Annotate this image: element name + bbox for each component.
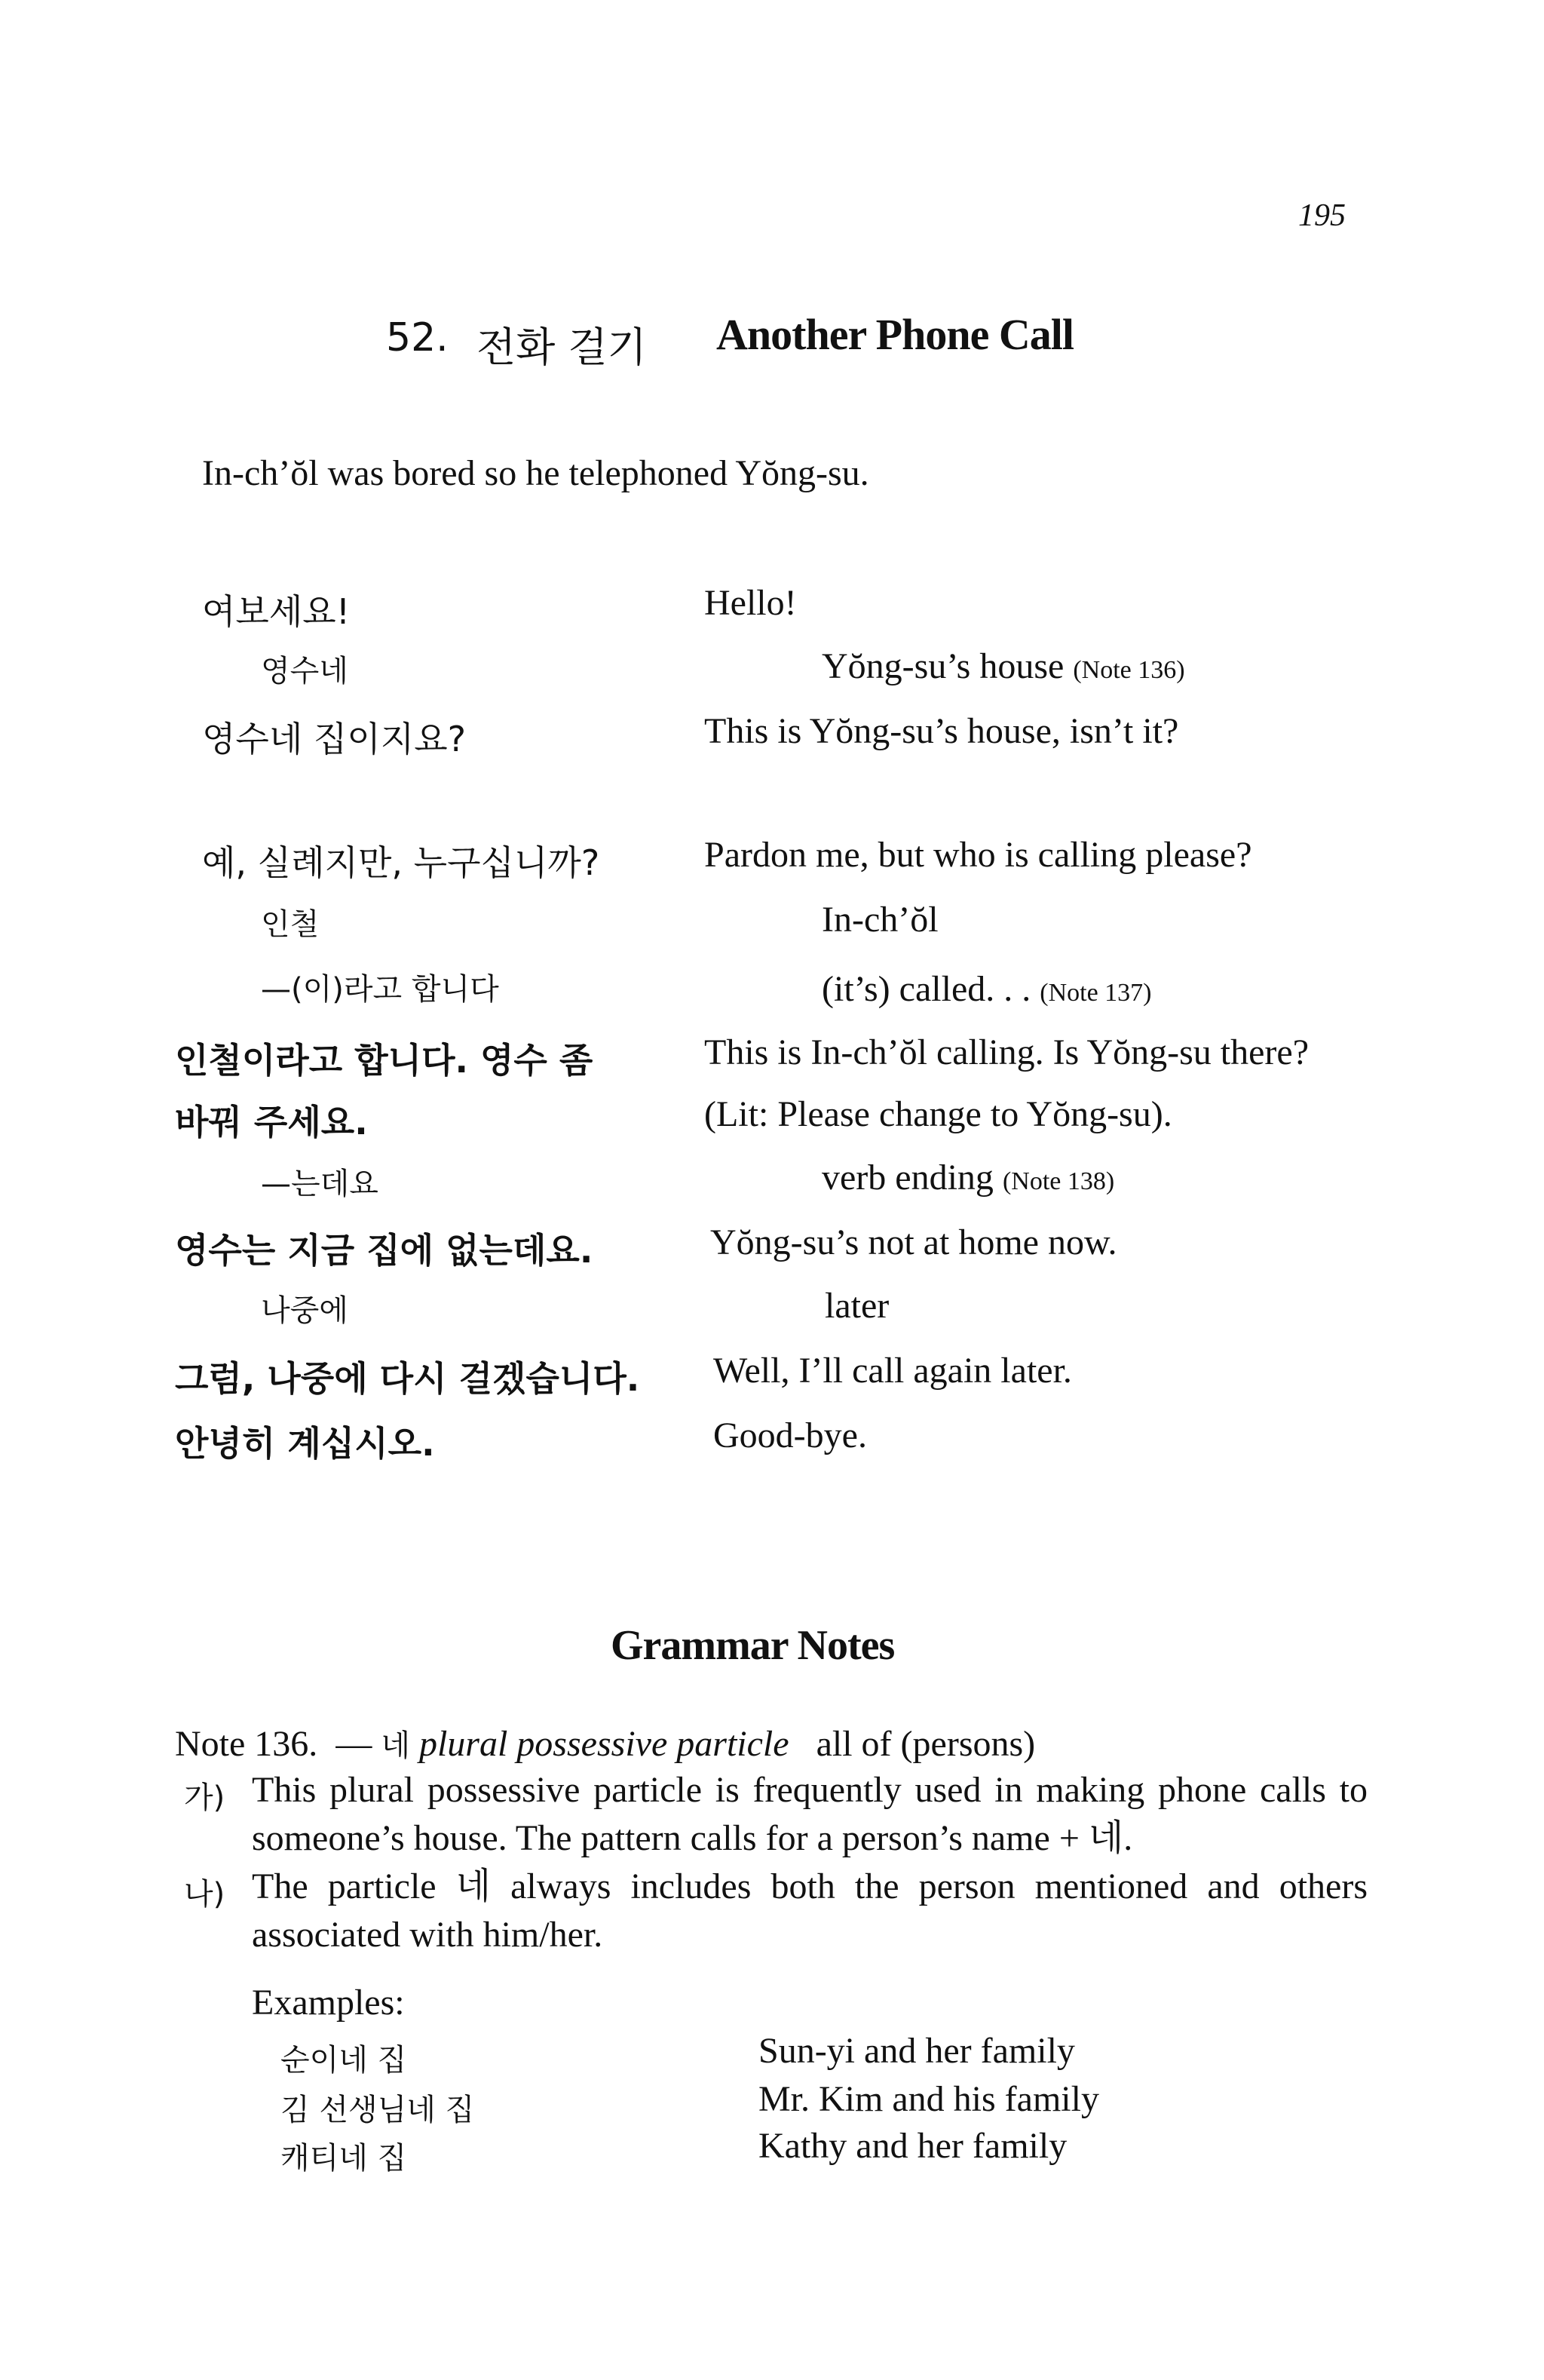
dialogue-korean: 바꿔 주세요. (175, 1102, 368, 1142)
vocab-english: In-ch’ŏl (822, 900, 939, 940)
dialogue-english: (Lit: Please change to Yŏng-su). (704, 1094, 1172, 1134)
note-meaning: all of (persons) (816, 1724, 1036, 1764)
vocab-korean: 인철 (261, 907, 320, 942)
dialogue-english: Yŏng-su’s not at home now. (710, 1222, 1117, 1262)
lesson-title-english: Another Phone Call (716, 310, 1074, 359)
example-english: Kathy and her family (758, 2126, 1068, 2166)
lesson-number: 52. (386, 315, 449, 360)
note-reference: (Note 136) (1073, 656, 1185, 684)
note-particle: 네 (381, 1728, 410, 1763)
note-reference: (Note 137) (1040, 979, 1152, 1007)
dialogue-english: Hello! (704, 583, 797, 623)
vocab-english: later (825, 1286, 890, 1326)
grammar-point: This plural possessive particle is frequently used in making phone calls to someone’s house. The pattern calls for a person’s name + 네. (252, 1770, 1368, 1858)
vocab-english: (it’s) called. . . (Note 137) (822, 969, 1152, 1009)
examples-label: Examples: (252, 1983, 405, 2023)
vocab-korean: 영수네 (261, 654, 348, 689)
note-description: plural possessive particle (418, 1724, 789, 1764)
dialogue-korean: 여보세요! (202, 591, 351, 632)
grammar-point: The particle 네 always includes both the person mentioned and others associated with him/her. (252, 1866, 1368, 1955)
note-136-heading (175, 1722, 1035, 1765)
dialogue-korean: 그럼, 나중에 다시 걸겠습니다. (175, 1358, 640, 1399)
dialogue-english: Well, I’ll call again later. (713, 1351, 1072, 1391)
vocab-korean: —는데요 (261, 1167, 378, 1201)
example-english: Sun-yi and her family (758, 2031, 1075, 2071)
dialogue-korean: 영수네 집이지요? (202, 719, 467, 759)
intro-text: In-ch’ŏl was bored so he telephoned Yŏng-su. (202, 453, 869, 493)
dialogue-korean: 예, 실례지만, 누구십니까? (202, 842, 600, 883)
lesson-title-korean: 전화 걸기 (476, 324, 647, 371)
example-english: Mr. Kim and his family (758, 2079, 1099, 2119)
vocab-english: verb ending (Note 138) (822, 1158, 1115, 1198)
note-reference: (Note 138) (1002, 1167, 1115, 1195)
dialogue-english: Pardon me, but who is calling please? (704, 835, 1252, 875)
vocab-korean: 나중에 (261, 1293, 348, 1328)
note-label: Note 136. (175, 1724, 318, 1764)
dialogue-korean: 안녕히 계십시오. (175, 1423, 435, 1464)
example-korean: 김 선생님네 집 (280, 2093, 475, 2127)
example-korean: 캐티네 집 (280, 2141, 407, 2176)
dialogue-english: This is In-ch’ŏl calling. Is Yŏng-su there? (704, 1032, 1310, 1072)
note-dash: — (335, 1724, 372, 1764)
vocab-english: Yŏng-su’s house (Note 136) (822, 646, 1185, 686)
point-marker: 나) (184, 1877, 225, 1912)
dialogue-english: This is Yŏng-su’s house, isn’t it? (704, 711, 1179, 751)
dialogue-korean: 영수는 지금 집에 없는데요. (175, 1230, 593, 1271)
vocab-korean: —(이)라고 합니다 (261, 972, 499, 1007)
grammar-notes-heading: Grammar Notes (611, 1622, 895, 1669)
example-korean: 순이네 집 (280, 2043, 407, 2078)
point-marker: 가) (184, 1780, 225, 1815)
dialogue-korean: 인철이라고 합니다. 영수 좀 (175, 1040, 593, 1081)
page-number: 195 (1298, 198, 1346, 233)
dialogue-english: Good-bye. (713, 1415, 867, 1455)
